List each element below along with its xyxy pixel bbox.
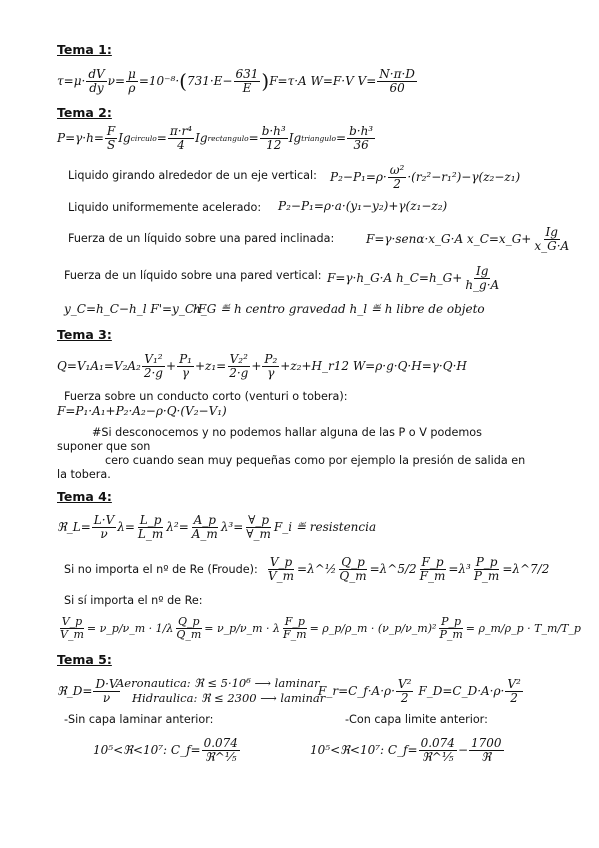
frac-dv-nu: $\frac{D\cdot V}{\nu}$ xyxy=(95,676,118,705)
con-capa-equation xyxy=(310,730,505,770)
con-eq: 10⁵<ℜ<10⁷: C_f= xyxy=(310,743,418,757)
frac-ig-hga: $\frac{Ig}{h\_g\cdot A}$ xyxy=(465,263,500,292)
frac-vp-vm: $\frac{\forall\_p}{\forall\_m}$ xyxy=(246,512,271,541)
sin-eq: 10⁵<ℜ<10⁷: C_f= xyxy=(93,743,201,757)
frac-lv-nu: $\frac{L\cdot V}{\nu}$ xyxy=(93,512,115,541)
frac-v2-2g: $\frac{\text{V₂²}}{2\cdot g}$ xyxy=(229,351,249,380)
note-text-2: cero cuando sean muy pequeñas como por ejemplo la presión de salida en la tobera. xyxy=(57,454,526,481)
girando-eq-b: ·(r₂²−r₁²)−γ(z₂−z₁) xyxy=(407,170,521,184)
ig-triangle-sub: triangulo xyxy=(301,133,337,143)
froude-equation xyxy=(265,552,549,586)
vertical-label: Fuerza de un líquido sobre una pared vertical: xyxy=(64,269,322,282)
froude-l52: =λ^5/2 xyxy=(369,562,417,576)
re-label: Si sí importa el nº de Re: xyxy=(64,594,203,607)
froude-label: Si no importa el nº de Re (Froude): xyxy=(64,563,258,576)
girando-eq-a: P₂−P₁=ρ· xyxy=(330,170,387,184)
ig-rect: Ig xyxy=(195,131,208,145)
frac-631-e: $\frac{631}{E}$ xyxy=(235,66,259,95)
frac-ig-xga: $\frac{Ig}{x\_G\cdot A}$ xyxy=(534,224,570,253)
eq-force-work: F=τ·A W=F·V V= xyxy=(269,74,377,88)
inclinada-equation xyxy=(366,222,572,256)
ig-circle: Ig xyxy=(118,131,131,145)
inclinada-label: Fuerza de un líquido sobre una pared inclinada: xyxy=(68,232,335,245)
frac-fp-fm-re: $\frac{F\_p}{F\_m}$ xyxy=(283,614,307,641)
eq-exp: =10⁻⁸· xyxy=(138,74,180,88)
re-eq-c: = ν_p/ν_m · λ xyxy=(204,621,280,635)
re-eq-a: = ν_p/ν_m · 1/λ xyxy=(86,621,174,635)
aero-line: Aeronautica: ℜ ≤ 5·10⁶ ⟶ laminar xyxy=(116,676,320,690)
hidro-line: Hidraulica: ℜ ≤ 2300 ⟶ laminar xyxy=(132,691,326,705)
froude-l12: =λ^½ xyxy=(297,562,337,576)
re-eq-d: = ρ_p/ρ_m · (ν_p/ν_m)² xyxy=(309,621,437,635)
froude-l3: =λ³ xyxy=(448,562,471,576)
frac-1700-re: $\frac{1700}{\text{ℜ}}$ xyxy=(471,735,502,764)
note-text-1: #Si desconocemos y no podemos hallar alguna de las P o V podemos suponer que son xyxy=(57,426,482,453)
vertical-eq: F=γ·h_G·A h_C=h_G+ xyxy=(327,271,463,285)
frac-mu-rho: $\frac{\mu}{\rho}$ xyxy=(128,66,136,95)
tema2-inertia-equation: P=γ·h= $\frac{F}{S}$ Ig circulo = $\frac{\text{π·r⁴}}{4}$ Ig rectangulo = $\frac{\text{b·h³}}{12}$ Ig triangulo = $\frac{\text{b·h³}}{36}$ xyxy=(57,123,374,152)
frac-p1-gamma: $\frac{\text{P₁}}{\gamma}$ xyxy=(179,351,192,380)
eq-nu: ν= xyxy=(107,74,126,88)
minus-sign: − xyxy=(457,743,468,757)
lambda3: λ³= xyxy=(220,520,244,534)
tema2-heading: Tema 2: xyxy=(57,105,112,120)
tema5-heading: Tema 5: xyxy=(57,652,112,667)
fr-eq: F_r=C_f·A·ρ· xyxy=(318,684,395,698)
frac-npd-60: $\frac{N\cdot\pi\cdot D}{60}$ xyxy=(379,66,415,95)
yc-equation: y_C=h_C−h_l F'=y_C·F xyxy=(64,302,207,316)
con-capa-label: -Con capa limite anterior: xyxy=(345,713,488,726)
re-eq: ℜ_L= xyxy=(57,520,91,534)
frac-pp-pm: $\frac{P\_p}{P\_m}$ xyxy=(473,554,500,583)
frac-vp-vm-re: $\frac{V\_p}{V\_m}$ xyxy=(60,614,84,641)
ig-triangle: Ig xyxy=(288,131,302,145)
frac-0074-re15-b: $\frac{0.074}{\text{ℜ\textasciicircum{}⅕}}$ xyxy=(420,735,455,764)
conducto-label: Fuerza sobre un conducto corto (venturi o tobera): xyxy=(64,390,348,403)
froude-l72: =λ^7/2 xyxy=(502,562,550,576)
frac-qp-qm-re: $\frac{Q\_p}{Q\_m}$ xyxy=(176,614,202,641)
frac-pp-pm-re: $\frac{P\_p}{P\_m}$ xyxy=(439,614,463,641)
drag-equation xyxy=(318,673,524,709)
conducto-equation: F=P₁·A₁+P₂·A₂−ρ·Q·(V₂−V₁) xyxy=(57,404,227,418)
acelerado-label: Liquido uniformemente acelerado: xyxy=(68,201,262,214)
frac-omega2-2: $\frac{\text{ω²}}{2}$ xyxy=(389,162,405,191)
sin-capa-equation xyxy=(93,730,241,770)
frac-p2-gamma: $\frac{\text{P₂}}{\gamma}$ xyxy=(264,351,278,380)
ig-rect-sub: rectangulo xyxy=(207,133,249,143)
girando-label: Liquido girando alrededor de un eje vertical: xyxy=(68,169,317,182)
rd-eq: ℜ_D= xyxy=(57,684,93,698)
frac-vp-vm-froude: $\frac{V\_p}{V\_m}$ xyxy=(268,554,295,583)
reynolds-equation xyxy=(57,610,581,646)
vertical-equation xyxy=(327,261,502,295)
girando-equation xyxy=(330,162,520,192)
frac-v2-2-fd: $\frac{\text{V²}}{2}$ xyxy=(507,676,521,705)
hg-definition: h_G ≝ h centro gravedad h_l ≝ h libre de objeto xyxy=(193,302,485,316)
lambda-eq: λ= xyxy=(117,520,135,534)
inclinada-eq: F=γ·senα·x_G·A x_C=x_G+ xyxy=(366,232,532,246)
tema3-heading: Tema 3: xyxy=(57,327,112,342)
eq-tau: τ=μ· xyxy=(57,74,86,88)
similitud-equation xyxy=(57,509,376,545)
frac-bh3-12: $\frac{\text{b·h³}}{12}$ xyxy=(261,123,286,152)
frac-fp-fm: $\frac{F\_p}{F\_m}$ xyxy=(419,554,446,583)
bernoulli-equation: Q=V₁A₁=V₂A₂ $\frac{\text{V₁²}}{2\cdot g}$ + $\frac{\text{P₁}}{\gamma}$ +z₁= $\frac{\text{V₂²}}{2\cdot g}$ + $\frac{\text{P₂}}{\gamma}$ +z₂+H_r12 W=ρ·g·Q·H=γ·Q·H xyxy=(57,351,467,380)
tema1-heading: Tema 1: xyxy=(57,42,112,57)
q-eq: Q=V₁A₁=V₂A₂ xyxy=(57,359,141,373)
frac-dv-dy: $\frac{dV}{dy}$ xyxy=(88,66,105,95)
frac-qp-qm: $\frac{Q\_p}{Q\_m}$ xyxy=(339,554,367,583)
fi-def: F_i ≝ resistencia xyxy=(273,520,377,534)
fd-eq: F_D=C_D·A·ρ· xyxy=(418,684,505,698)
frac-pir4-4: $\frac{\text{π·r⁴}}{4}$ xyxy=(169,123,193,152)
frac-0074-re15: $\frac{0.074}{\text{ℜ\textasciicircum{}⅕}}$ xyxy=(203,735,238,764)
frac-v2-2-fr: $\frac{\text{V²}}{2}$ xyxy=(397,676,412,705)
ig-circle-sub: circulo xyxy=(130,133,157,143)
acelerado-equation: P₂−P₁=ρ·a·(y₁−y₂)+γ(z₁−z₂) xyxy=(278,199,448,213)
eq-pressure: P=γ·h= xyxy=(57,131,104,145)
z1-term: +z₁= xyxy=(194,359,227,373)
frac-bh3-36: $\frac{\text{b·h³}}{36}$ xyxy=(349,123,374,152)
frac-f-s: $\frac{F}{S}$ xyxy=(106,123,116,152)
rd-equation xyxy=(57,673,121,709)
re-eq-e: = ρ_m/ρ_p · T_m/T_p xyxy=(465,621,581,635)
sin-capa-label: -Sin capa laminar anterior: xyxy=(64,713,214,726)
bernoulli-tail: +z₂+H_r12 W=ρ·g·Q·H=γ·Q·H xyxy=(280,359,467,373)
lambda2: λ²= xyxy=(166,520,189,534)
tema1-equation: τ=μ· $\frac{dV}{dy}$ ν= $\frac{\mu}{\rho}$ =10⁻⁸· ( 731·E− $\frac{631}{E}$ ) F=τ·A W=F·V V= $\frac{N\cdot\pi\cdot D}{60}$ xyxy=(57,66,415,95)
tema4-heading: Tema 4: xyxy=(57,489,112,504)
frac-lp-lm: $\frac{L\_p}{L\_m}$ xyxy=(137,512,164,541)
eq-731: 731·E− xyxy=(186,74,233,88)
frac-ap-am: $\frac{A\_p}{A\_m}$ xyxy=(191,512,218,541)
frac-v1-2g: $\frac{\text{V₁²}}{2\cdot g}$ xyxy=(143,351,163,380)
